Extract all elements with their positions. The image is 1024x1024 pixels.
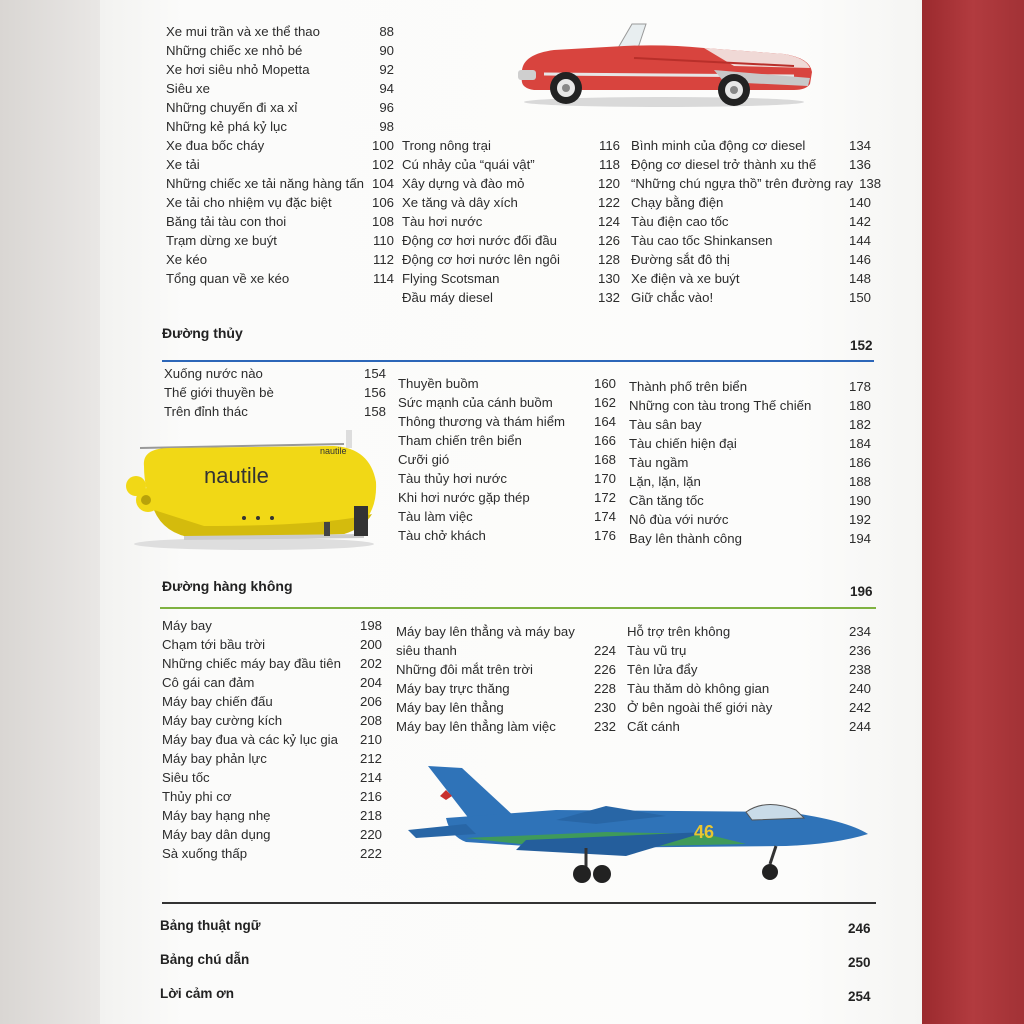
convertible-car-illustration: [514, 18, 816, 110]
toc-entry-page: 166: [593, 433, 616, 448]
toc-entry-page: 214: [359, 770, 382, 785]
toc-entry: [627, 622, 871, 641]
toc-entry-title: Xe điện và xe buýt: [631, 271, 740, 286]
toc-entry: [166, 155, 394, 174]
contents-page: [100, 0, 922, 1024]
toc-entry-title: Những chuyến đi xa xỉ: [166, 100, 298, 115]
toc-entry: [402, 212, 620, 231]
toc-entry-title: Thế giới thuyền bè: [164, 385, 274, 400]
toc-entry-title: Cú nhảy của “quái vật”: [402, 157, 535, 172]
toc-entry-page: 178: [848, 379, 871, 394]
toc-entry: [631, 231, 871, 250]
toc-entry-page: 138: [859, 176, 882, 191]
toc-entry-title: Tham chiến trên biển: [398, 433, 522, 448]
toc-entry: [398, 431, 616, 450]
toc-entry-page: 222: [359, 846, 382, 861]
toc-entry-title: Bình minh của động cơ diesel: [631, 138, 806, 153]
jet-number-label: 46: [694, 822, 715, 842]
toc-entry-page: 184: [848, 436, 871, 451]
toc-entry-page: 136: [848, 157, 871, 172]
toc-entry-page: 208: [359, 713, 382, 728]
toc-entry: [166, 193, 394, 212]
toc-entry-title: Thông thương và thám hiểm: [398, 414, 566, 429]
water-section-rule: [162, 360, 874, 362]
book-cover-edge: [922, 0, 1024, 1024]
toc-entry-page: 220: [359, 827, 382, 842]
toc-entry-page: 230: [593, 700, 616, 715]
toc-entry-page: 176: [593, 528, 616, 543]
toc-entry: [629, 415, 871, 434]
toc-entry: [166, 22, 394, 41]
toc-entry-page: 242: [848, 700, 871, 715]
toc-entry-title: Xe tải: [166, 157, 200, 172]
toc-entry: [166, 79, 394, 98]
toc-entry: [631, 155, 871, 174]
toc-entry-title: Tàu làm việc: [398, 509, 473, 524]
toc-entry-title: Xuống nước nào: [164, 366, 263, 381]
toc-entry-page: 170: [593, 471, 616, 486]
section-title-air: Đường hàng không: [162, 578, 293, 594]
toc-entry-title: Tàu thủy hơi nước: [398, 471, 507, 486]
toc-entry-title: Xe tải cho nhiệm vụ đặc biệt: [166, 195, 332, 210]
toc-entry-page: 88: [379, 24, 394, 39]
toc-entry-title: Tàu chở khách: [398, 528, 486, 543]
toc-entry-title: Lặn, lặn, lặn: [629, 474, 701, 489]
toc-entry-page: 134: [848, 138, 871, 153]
toc-entry: [162, 711, 382, 730]
toc-entry-page: 216: [359, 789, 382, 804]
toc-entry-title: Máy bay hạng nhẹ: [162, 808, 271, 823]
toc-entry: [627, 679, 871, 698]
toc-entry-title: Tàu chiến hiện đại: [629, 436, 737, 451]
toc-entry: [629, 453, 871, 472]
toc-entry-title: Hỗ trợ trên không: [627, 624, 731, 639]
toc-entry: [166, 41, 394, 60]
toc-entry-page: 154: [363, 366, 386, 381]
toc-entry: [627, 641, 871, 660]
toc-entry: [162, 654, 382, 673]
back-matter-title: Bảng thuật ngữ: [160, 918, 261, 933]
toc-entry: [402, 231, 620, 250]
toc-entry-title: Siêu xe: [166, 81, 210, 96]
toc-entry: [162, 730, 382, 749]
toc-entry-title: Tàu cao tốc Shinkansen: [631, 233, 773, 248]
toc-entry: [631, 250, 871, 269]
road-column-3: [631, 136, 882, 307]
toc-entry-title: Xe kéo: [166, 252, 208, 267]
nautile-submarine-illustration: [124, 426, 384, 554]
toc-entry: [162, 635, 382, 654]
toc-entry-page: 240: [848, 681, 871, 696]
toc-entry-title: Chạy bằng điện: [631, 195, 724, 210]
toc-entry-page: 90: [379, 43, 394, 58]
toc-entry-title: Máy bay trực thăng: [396, 681, 510, 696]
toc-entry-title: Xe hơi siêu nhỏ Mopetta: [166, 62, 310, 77]
toc-entry-page: 234: [848, 624, 871, 639]
page-gutter: [0, 0, 100, 1024]
toc-entry-page: 116: [598, 138, 620, 153]
toc-entry: [398, 507, 616, 526]
toc-entry: [398, 526, 616, 545]
toc-entry-page: 130: [597, 271, 620, 286]
toc-entry: [162, 673, 382, 692]
toc-entry-title: Flying Scotsman: [402, 271, 500, 286]
toc-entry: [402, 136, 620, 155]
toc-entry: [631, 212, 871, 231]
toc-entry: [396, 622, 616, 641]
toc-entry-title: Tàu hơi nước: [402, 214, 483, 229]
toc-entry-title: Xe đua bốc cháy: [166, 138, 265, 153]
toc-entry-page: 164: [593, 414, 616, 429]
toc-entry-page: 198: [359, 618, 382, 633]
toc-entry: [398, 450, 616, 469]
toc-entry-page: 144: [848, 233, 871, 248]
toc-entry-title: Máy bay chiến đấu: [162, 694, 273, 709]
toc-entry: [631, 193, 871, 212]
toc-entry: [402, 193, 620, 212]
toc-entry: [166, 212, 394, 231]
toc-entry-page: 228: [593, 681, 616, 696]
toc-entry: [166, 269, 394, 288]
section-page-water: 152: [850, 338, 873, 353]
toc-entry-title: Đầu máy diesel: [402, 290, 493, 305]
toc-entry: [398, 412, 616, 431]
toc-entry-page: 182: [848, 417, 871, 432]
back-matter-page: 246: [848, 921, 871, 936]
toc-entry-title: “Những chú ngựa thồ” trên đường ray: [631, 176, 854, 191]
toc-entry: [398, 374, 616, 393]
toc-entry: [164, 364, 386, 383]
toc-entry-title: Sức mạnh của cánh buồm: [398, 395, 553, 410]
toc-entry: [631, 269, 871, 288]
air-section-rule: [160, 607, 876, 609]
section-title-water: Đường thủy: [162, 325, 243, 341]
toc-entry-page: 194: [848, 531, 871, 546]
toc-entry-page: 218: [359, 808, 382, 823]
submarine-small-label: nautile: [320, 446, 347, 456]
toc-entry-page: 96: [379, 100, 394, 115]
toc-entry-title: Tàu sân bay: [629, 417, 702, 432]
toc-entry: [402, 269, 620, 288]
toc-entry-title: Tàu vũ trụ: [627, 643, 687, 658]
toc-entry-title: Cưỡi gió: [398, 452, 450, 467]
toc-entry: [396, 679, 616, 698]
toc-entry: [396, 698, 616, 717]
toc-entry-page: 128: [597, 252, 620, 267]
toc-entry-page: 106: [371, 195, 394, 210]
toc-entry-title: Trên đỉnh thác: [164, 404, 248, 419]
toc-entry: [162, 806, 382, 825]
toc-entry: [166, 250, 394, 269]
back-matter-title: Bảng chú dẫn: [160, 952, 250, 967]
toc-entry-title: Tàu thăm dò không gian: [627, 681, 770, 696]
toc-entry-title: Thủy phi cơ: [162, 789, 232, 804]
toc-entry-title: Trạm dừng xe buýt: [166, 233, 277, 248]
toc-entry-page: 160: [593, 376, 616, 391]
toc-entry-title: Máy bay đua và các kỷ lục gia: [162, 732, 338, 747]
toc-entry-title: Động cơ diesel trở thành xu thế: [631, 157, 817, 172]
toc-entry-page: 158: [363, 404, 386, 419]
toc-entry-page: 162: [593, 395, 616, 410]
toc-entry-page: 94: [379, 81, 394, 96]
toc-entry: [402, 250, 620, 269]
toc-entry-title: Cần tăng tốc: [629, 493, 704, 508]
toc-entry-page: 204: [359, 675, 382, 690]
toc-entry: [398, 469, 616, 488]
toc-entry: [631, 136, 871, 155]
toc-entry: [629, 529, 871, 548]
toc-entry-page: 226: [593, 662, 616, 677]
toc-entry-title: Những chiếc máy bay đầu tiên: [162, 656, 341, 671]
toc-entry-title: Những kẻ phá kỷ lục: [166, 119, 287, 134]
toc-entry: [398, 488, 616, 507]
toc-entry: [627, 660, 871, 679]
toc-entry-page: 150: [848, 290, 871, 305]
toc-entry: [162, 787, 382, 806]
toc-entry-page: 108: [371, 214, 394, 229]
toc-entry: [166, 60, 394, 79]
toc-entry-title: Sà xuống thấp: [162, 846, 248, 861]
toc-entry-page: 236: [848, 643, 871, 658]
back-matter-rule: [162, 902, 876, 904]
toc-entry-title: Giữ chắc vào!: [631, 290, 714, 305]
toc-entry: [631, 288, 871, 307]
toc-entry-title: Trong nông trại: [402, 138, 491, 153]
toc-entry-title: Đường sắt đô thị: [631, 252, 730, 267]
toc-entry-page: 92: [379, 62, 394, 77]
toc-entry: [627, 698, 871, 717]
toc-entry: [396, 660, 616, 679]
toc-entry-title: Những con tàu trong Thế chiến: [629, 398, 812, 413]
section-page-air: 196: [850, 584, 873, 599]
toc-entry: [164, 402, 386, 421]
toc-entry-title: Những đôi mắt trên trời: [396, 662, 533, 677]
toc-entry-page: 200: [359, 637, 382, 652]
back-matter-title: Lời cảm ơn: [160, 986, 234, 1001]
toc-entry-page: 124: [597, 214, 620, 229]
toc-entry-page: 238: [848, 662, 871, 677]
toc-entry-page: 102: [371, 157, 394, 172]
toc-entry-page: 186: [848, 455, 871, 470]
toc-entry-page: 180: [848, 398, 871, 413]
toc-entry: [629, 377, 871, 396]
toc-entry-page: 110: [372, 233, 394, 248]
toc-entry-title: Cô gái can đảm: [162, 675, 255, 690]
toc-entry-page: 156: [363, 385, 386, 400]
toc-entry-page: 232: [593, 719, 616, 734]
water-column-3: [629, 377, 871, 548]
toc-entry-page: 168: [593, 452, 616, 467]
toc-entry-page: 202: [359, 656, 382, 671]
back-matter-page: 250: [848, 955, 871, 970]
toc-entry: [166, 98, 394, 117]
toc-entry-title: Máy bay lên thẳng: [396, 700, 504, 715]
toc-entry: [402, 174, 620, 193]
toc-entry: [398, 393, 616, 412]
toc-entry-page: 206: [359, 694, 382, 709]
toc-entry: [396, 641, 616, 660]
toc-entry-page: 148: [848, 271, 871, 286]
toc-entry-page: 140: [848, 195, 871, 210]
toc-entry-title: Những chiếc xe tải năng hàng tấn: [166, 176, 364, 191]
toc-entry-title: Máy bay phản lực: [162, 751, 267, 766]
submarine-name-label: nautile: [204, 463, 269, 488]
toc-entry-page: 146: [848, 252, 871, 267]
toc-entry: [631, 174, 882, 193]
toc-entry-page: 192: [848, 512, 871, 527]
toc-entry: [629, 472, 871, 491]
toc-entry-title: Chạm tới bầu trời: [162, 637, 266, 652]
toc-entry-title: Động cơ hơi nước lên ngôi: [402, 252, 560, 267]
back-matter-page: 254: [848, 989, 871, 1004]
toc-entry: [166, 136, 394, 155]
toc-entry: [629, 510, 871, 529]
toc-entry-title: Tên lửa đẩy: [627, 662, 698, 677]
toc-entry-page: 100: [371, 138, 394, 153]
toc-entry: [627, 717, 871, 736]
water-column-2: [398, 374, 616, 545]
air-column-1: [162, 616, 382, 863]
road-column-2: [402, 136, 620, 307]
toc-entry-title: Máy bay cường kích: [162, 713, 283, 728]
toc-entry-title: Tàu ngầm: [629, 455, 689, 470]
toc-entry-title: Xây dựng và đào mỏ: [402, 176, 525, 191]
toc-entry-title: Thành phố trên biển: [629, 379, 748, 394]
toc-entry: [164, 383, 386, 402]
toc-entry-title: Tàu điện cao tốc: [631, 214, 729, 229]
toc-entry-page: 172: [593, 490, 616, 505]
toc-entry: [166, 174, 394, 193]
toc-entry: [162, 749, 382, 768]
toc-entry-title: Thuyền buồm: [398, 376, 479, 391]
toc-entry-title: Khi hơi nước gặp thép: [398, 490, 530, 505]
toc-entry: [162, 844, 382, 863]
toc-entry-title: Bay lên thành công: [629, 531, 742, 546]
fighter-jet-illustration: [406, 760, 872, 888]
toc-entry-title: Máy bay: [162, 618, 212, 633]
toc-entry-page: 224: [593, 643, 616, 658]
toc-entry-title: Máy bay dân dụng: [162, 827, 271, 842]
toc-entry-title: Xe tăng và dây xích: [402, 195, 518, 210]
toc-entry-page: 120: [597, 176, 620, 191]
toc-entry: [629, 396, 871, 415]
toc-entry: [162, 768, 382, 787]
toc-entry: [629, 434, 871, 453]
toc-entry-page: 174: [593, 509, 616, 524]
toc-entry-title: Nô đùa với nước: [629, 512, 729, 527]
toc-entry-page: 122: [597, 195, 620, 210]
toc-entry-page: 212: [359, 751, 382, 766]
toc-entry-page: 104: [371, 176, 394, 191]
toc-entry: [162, 825, 382, 844]
toc-entry-page: 98: [379, 119, 394, 134]
toc-entry-title: Xe mui trần và xe thể thao: [166, 24, 320, 39]
toc-entry-title: Những chiếc xe nhỏ bé: [166, 43, 303, 58]
toc-entry-page: 244: [848, 719, 871, 734]
toc-entry-page: 142: [848, 214, 871, 229]
toc-entry-page: 126: [597, 233, 620, 248]
toc-entry-page: 118: [598, 157, 620, 172]
road-column-1: [166, 22, 394, 288]
toc-entry-title: Máy bay lên thẳng làm việc: [396, 719, 556, 734]
toc-entry-page: 190: [848, 493, 871, 508]
toc-entry-title: Cất cánh: [627, 719, 680, 734]
toc-entry: [166, 117, 394, 136]
air-column-2: [396, 622, 616, 736]
toc-entry-page: 114: [372, 271, 394, 286]
toc-entry: [402, 155, 620, 174]
toc-entry-title: siêu thanh: [396, 643, 457, 658]
toc-entry: [396, 717, 616, 736]
toc-entry-page: 210: [359, 732, 382, 747]
toc-entry: [166, 231, 394, 250]
toc-entry: [402, 288, 620, 307]
water-column-1: [164, 364, 386, 421]
toc-entry: [629, 491, 871, 510]
toc-entry-page: 132: [597, 290, 620, 305]
toc-entry-title: Máy bay lên thẳng và máy bay: [396, 624, 575, 639]
toc-entry: [162, 692, 382, 711]
toc-entry-page: 112: [372, 252, 394, 267]
toc-entry-title: Tổng quan về xe kéo: [166, 271, 290, 286]
toc-entry-title: Siêu tốc: [162, 770, 210, 785]
toc-entry-title: Băng tải tàu con thoi: [166, 214, 287, 229]
toc-entry-title: Ở bên ngoài thế giới này: [627, 700, 773, 715]
toc-entry-page: 188: [848, 474, 871, 489]
toc-entry-title: Động cơ hơi nước đối đầu: [402, 233, 558, 248]
toc-entry: [162, 616, 382, 635]
air-column-3: [627, 622, 871, 736]
